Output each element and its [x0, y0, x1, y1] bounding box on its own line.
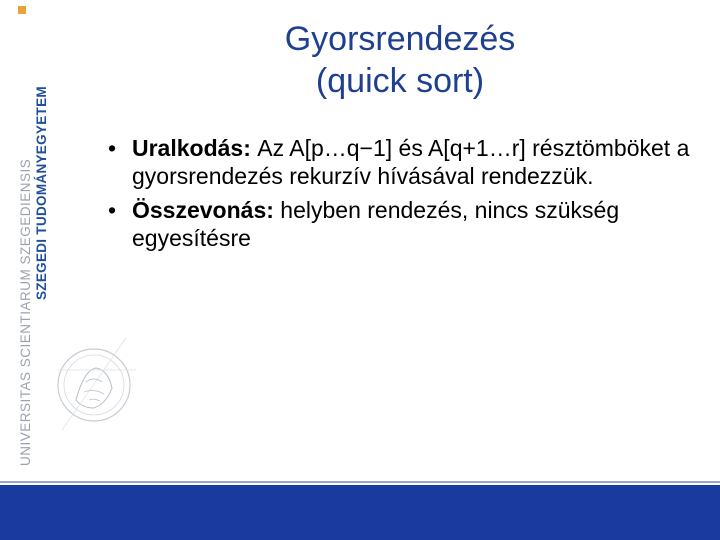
slide-title-line-2: (quick sort)	[315, 62, 485, 100]
bullet-label: Uralkodás:	[132, 135, 258, 161]
university-name-latin: UNIVERSITAS SCIENTIARUM SZEGEDIENSIS	[18, 158, 33, 466]
bullet-list	[108, 134, 698, 258]
bullet-label: Összevonás:	[132, 197, 281, 223]
bullet-text: Az A[p…q−1] és A[q+1…r] résztömböket a gyorsrendezés rekurzív hívásával rendezzük.	[132, 135, 690, 189]
logo-accent-square	[18, 6, 26, 14]
slide-title	[160, 18, 640, 102]
footer-bar	[0, 485, 720, 540]
bullet-text: helyben rendezés, nincs szükség egyesítésre	[132, 197, 620, 251]
bullet-dot-icon: •	[108, 197, 117, 223]
university-seal-icon	[56, 330, 146, 440]
university-name-bold: SZEGEDI TUDOMÁNYEGYETEM	[34, 86, 49, 300]
bullet-dot-icon: •	[108, 135, 117, 161]
slide-title-line-1: Gyorsrendezés	[284, 20, 516, 58]
bullet-item-conquer	[108, 134, 698, 190]
footer-divider	[0, 481, 720, 483]
bullet-item-combine	[108, 196, 698, 252]
university-logo-strip	[0, 0, 60, 480]
